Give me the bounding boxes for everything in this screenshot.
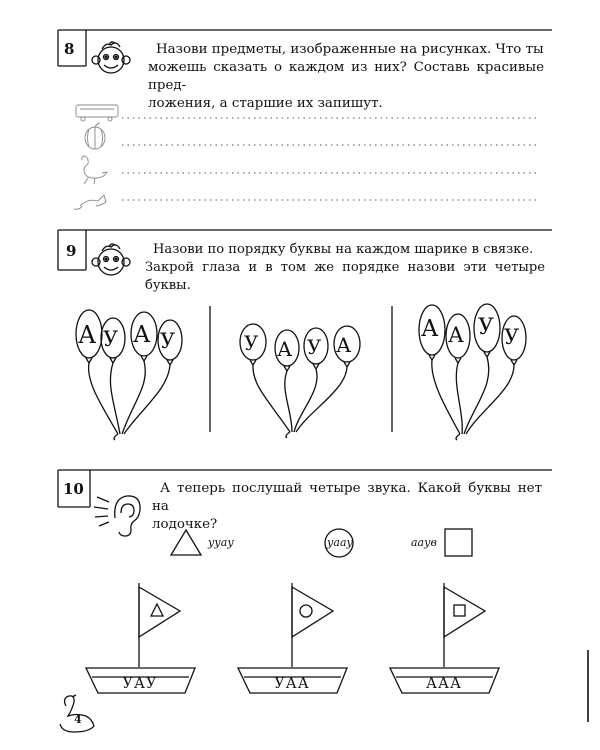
task-10-number: 10 — [63, 480, 84, 498]
balloon-letter: А — [336, 333, 352, 357]
task-8-text — [148, 41, 544, 113]
answer-option-3: ааув — [411, 536, 437, 549]
ear-icon — [94, 496, 140, 536]
pumpkin-icon — [85, 123, 105, 149]
boat-2-label: УАА — [274, 676, 310, 692]
answer-option-2: уааy — [327, 536, 353, 549]
bus-icon — [76, 105, 118, 121]
balloon-letter: А — [78, 321, 97, 349]
balloon-letter: У — [103, 327, 119, 351]
boy-face-icon — [92, 244, 130, 275]
task-8-number: 8 — [64, 40, 75, 58]
balloon-letter: У — [244, 331, 259, 355]
balloon-letter: А — [133, 322, 151, 348]
page-number: 4 — [74, 713, 82, 726]
balloon-letter: У — [504, 325, 520, 349]
boy-face-icon — [92, 42, 130, 73]
task-10-line-2: лодочке? — [152, 517, 218, 532]
task-8-line-2: можешь сказать о каждом из них? Составь красивые пред- — [148, 60, 544, 93]
answer-option-1: ууау — [208, 536, 234, 549]
goose-icon — [82, 156, 107, 184]
task-10-text — [152, 480, 542, 534]
task-9-line-1: Назови по порядку буквы на каждом шарике в связке. — [153, 242, 534, 257]
balloon-letter: У — [307, 335, 322, 359]
writing-lines — [122, 118, 538, 200]
balloon-letter: А — [448, 323, 464, 347]
boat-3-label: ААА — [426, 676, 462, 692]
boat-1-label: УАУ — [122, 676, 158, 692]
balloon-letter: У — [160, 329, 176, 353]
balloon-letter: У — [478, 315, 494, 340]
task8-pictures — [74, 105, 118, 209]
balloon-letter: А — [421, 316, 439, 342]
task-8-line-1: Назови предметы, изображенные на рисунках. Что ты — [156, 42, 544, 57]
task-9-text — [145, 241, 545, 295]
fox-icon — [74, 195, 106, 209]
task-9-number: 9 — [66, 242, 77, 260]
balloon-letter: А — [277, 337, 293, 361]
task-8-line-3: ложения, а старшие их запишут. — [148, 96, 383, 111]
task-9-line-2: Закрой глаза и в том же порядке назови эти четыре буквы. — [145, 260, 545, 293]
task-10-line-1: А теперь послушай четыре звука. Какой буквы нет на — [152, 481, 542, 514]
